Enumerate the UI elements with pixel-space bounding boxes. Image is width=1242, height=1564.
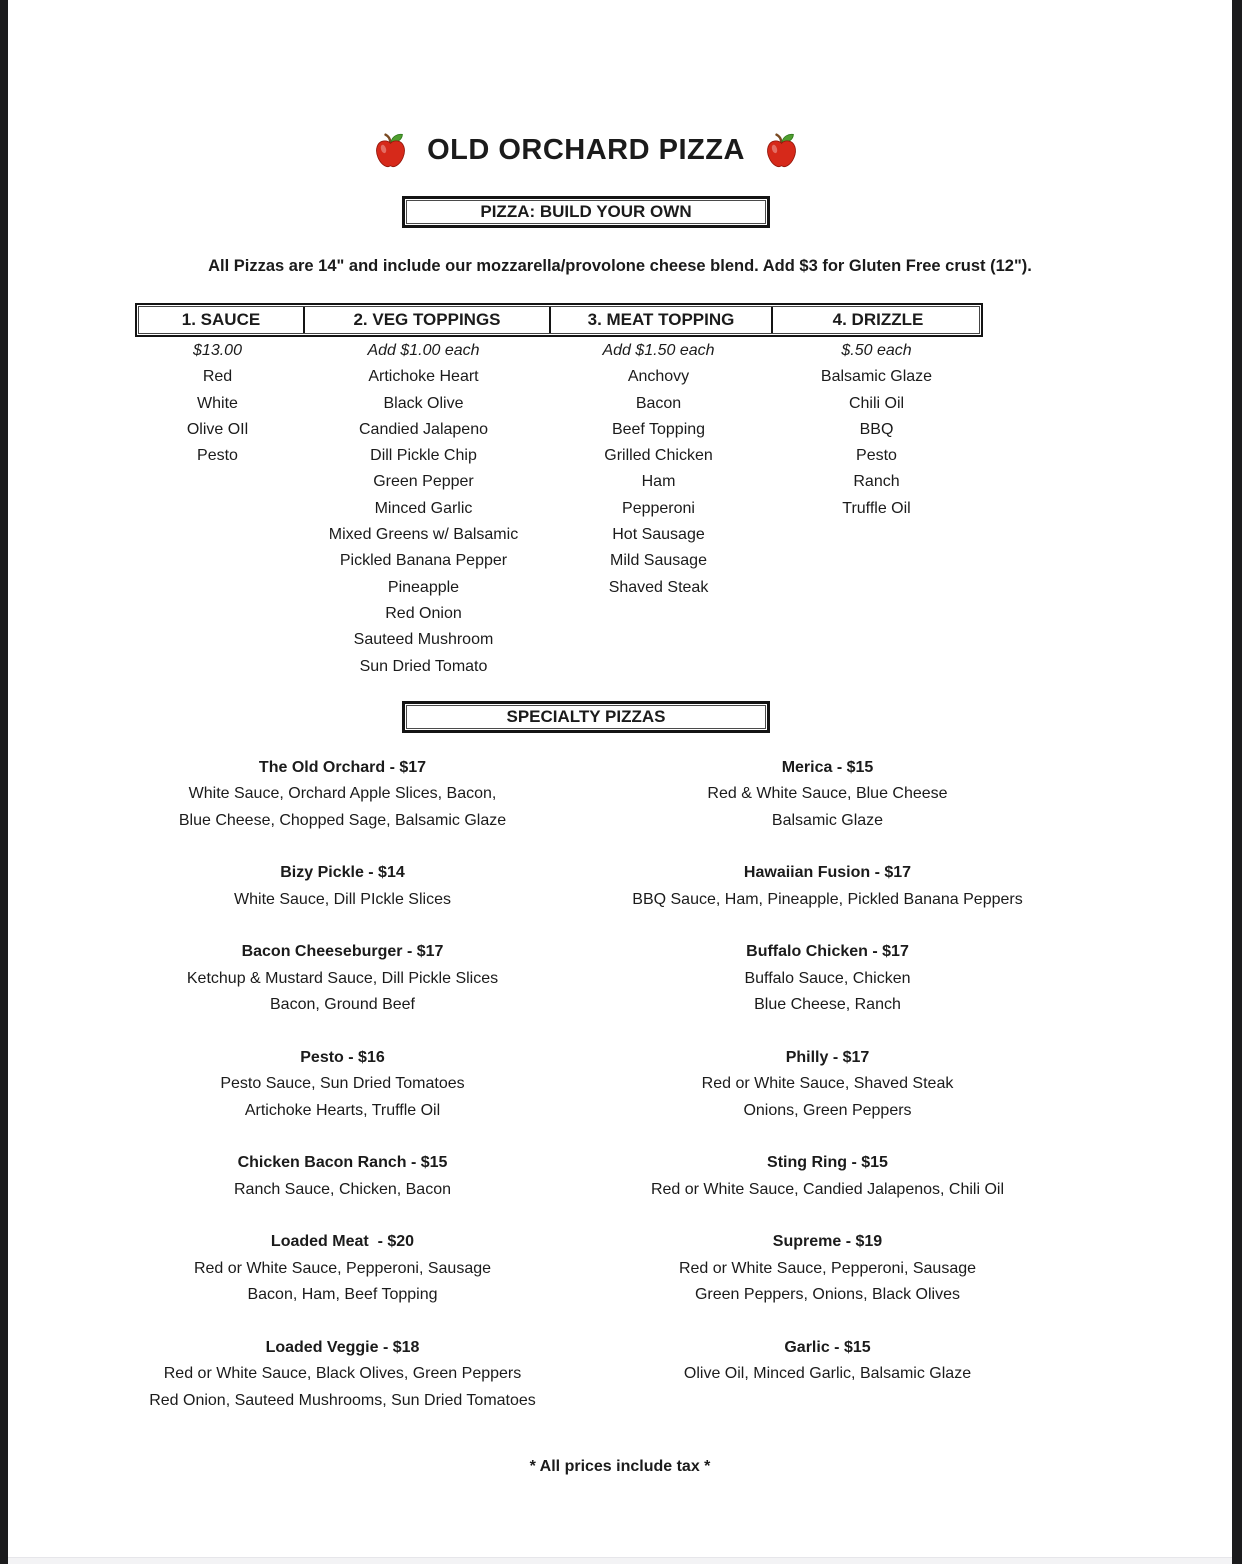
pizza-ingredients-line: Blue Cheese, Ranch — [754, 996, 901, 1014]
topping-item: Dill Pickle Chip — [370, 447, 477, 465]
topping-item: Mixed Greens w/ Balsamic — [328, 526, 519, 544]
topping-item: Black Olive — [383, 394, 464, 412]
specialty-pizza — [100, 1045, 585, 1125]
page-bottom-edge — [8, 1557, 1232, 1564]
specialty-row — [100, 1229, 1070, 1335]
toppings-header-row — [138, 306, 980, 334]
specialty-pizza — [585, 1335, 1070, 1415]
toppings-column — [135, 338, 300, 680]
topping-item: Shaved Steak — [608, 578, 709, 596]
topping-item: Beef Topping — [611, 420, 706, 438]
toppings-body-row — [135, 338, 983, 680]
topping-item: BBQ — [859, 420, 894, 438]
topping-item: Balsamic Glaze — [820, 368, 933, 386]
topping-item: Grilled Chicken — [604, 447, 713, 465]
apple-icon — [765, 132, 798, 169]
topping-item: Chili Oil — [848, 394, 905, 412]
specialty-pizza — [585, 755, 1070, 835]
toppings-table — [135, 303, 983, 680]
specialty-row — [100, 860, 1070, 939]
topping-item: Hot Sausage — [612, 526, 705, 544]
pizza-name-price: Hawaiian Fusion - $17 — [743, 864, 912, 882]
specialty-row — [100, 939, 1070, 1045]
specialty-row — [100, 1150, 1070, 1229]
topping-item: Ham — [641, 473, 676, 491]
pizza-ingredients-line: Onions, Green Peppers — [743, 1101, 912, 1119]
screen-edge-left — [0, 0, 8, 1564]
topping-item: Bacon — [635, 394, 682, 412]
pizza-ingredients-line: Artichoke Hearts, Truffle Oil — [244, 1101, 441, 1119]
pizza-name-price: Buffalo Chicken - $17 — [746, 943, 909, 961]
specialty-pizza — [100, 1229, 585, 1309]
pizza-ingredients-line: Red & White Sauce, Blue Cheese — [707, 785, 948, 803]
topping-item: Pineapple — [387, 578, 460, 596]
toppings-column — [300, 338, 547, 680]
specialty-pizza — [585, 860, 1070, 913]
specialty-grid — [100, 755, 1070, 1441]
pizza-name-price: Philly - $17 — [785, 1048, 870, 1066]
toppings-price: Add $1.50 each — [602, 342, 715, 359]
topping-item: Green Pepper — [373, 473, 474, 491]
pizza-ingredients-line: White Sauce, Orchard Apple Slices, Bacon, — [188, 785, 497, 803]
pizza-ingredients-line: BBQ Sauce, Ham, Pineapple, Pickled Banana Peppers — [632, 890, 1023, 908]
topping-item: Anchovy — [627, 368, 690, 386]
pizza-ingredients-line: Red or White Sauce, Pepperoni, Sausage — [193, 1259, 492, 1277]
pizza-ingredients-line: Red Onion, Sauteed Mushrooms, Sun Dried Tomatoes — [149, 1391, 536, 1409]
pizza-name-price: Merica - $15 — [781, 758, 874, 776]
toppings-column-header: 4. DRIZZLE — [771, 307, 983, 333]
topping-item: Sauteed Mushroom — [353, 631, 494, 649]
toppings-column — [547, 338, 770, 680]
specialty-pizza — [100, 1335, 585, 1415]
topping-item: Pickled Banana Pepper — [339, 552, 508, 570]
pizza-name-price: Loaded Meat - $20 — [270, 1233, 415, 1251]
topping-item: Sun Dried Tomato — [359, 657, 488, 675]
specialty-pizza — [100, 1150, 585, 1203]
tax-note: * All prices include tax * — [529, 1458, 711, 1476]
pizza-ingredients-line: White Sauce, Dill PIckle Slices — [234, 890, 451, 908]
topping-item: Candied Jalapeno — [359, 420, 488, 438]
pizza-ingredients-line: Bacon, Ham, Beef Topping — [247, 1286, 438, 1304]
specialty-pizza — [585, 1045, 1070, 1125]
topping-item: Minced Garlic — [374, 499, 473, 517]
pizza-ingredients-line: Ketchup & Mustard Sauce, Dill Pickle Slices — [186, 969, 499, 987]
pizza-ingredients-line: Red or White Sauce, Candied Jalapenos, Chili Oil — [650, 1180, 1005, 1198]
pizza-name-price: Sting Ring - $15 — [767, 1154, 888, 1172]
pizza-name-price: The Old Orchard - $17 — [258, 758, 427, 776]
pizza-size-note: All Pizzas are 14" and include our mozzarella/provolone cheese blend. Add $3 for Gluten Free crust (12"). — [208, 257, 1032, 275]
specialty-pizza — [585, 1150, 1070, 1203]
menu-header — [374, 132, 798, 169]
toppings-price: Add $1.00 each — [367, 342, 480, 359]
topping-item: Pesto — [856, 447, 897, 465]
page-title: OLD ORCHARD PIZZA — [427, 134, 745, 166]
pizza-ingredients-line: Red or White Sauce, Black Olives, Green Peppers — [163, 1365, 522, 1383]
specialty-pizza — [585, 939, 1070, 1019]
pizza-ingredients-line: Blue Cheese, Chopped Sage, Balsamic Glaze — [178, 811, 507, 829]
topping-item: Artichoke Heart — [368, 368, 479, 386]
toppings-column-header: 1. SAUCE — [181, 310, 261, 329]
specialty-pizza — [100, 939, 585, 1019]
topping-item: White — [197, 394, 238, 412]
pizza-name-price: Chicken Bacon Ranch - $15 — [237, 1154, 448, 1172]
toppings-price: $.50 each — [841, 342, 912, 359]
toppings-price: $13.00 — [193, 342, 242, 359]
toppings-header-border — [135, 303, 983, 337]
apple-icon — [374, 132, 407, 169]
specialty-pizza — [100, 860, 585, 913]
build-your-own-heading-box — [402, 196, 770, 228]
topping-item: Red Onion — [385, 604, 462, 622]
build-your-own-heading: PIZZA: BUILD YOUR OWN — [406, 200, 766, 224]
topping-item: Olive OIl — [186, 420, 249, 438]
specialty-heading-box — [402, 701, 770, 733]
pizza-ingredients-line: Olive Oil, Minced Garlic, Balsamic Glaze — [683, 1365, 972, 1383]
topping-item: Truffle Oil — [842, 499, 911, 517]
pizza-name-price: Supreme - $19 — [772, 1233, 883, 1251]
pizza-ingredients-line: Green Peppers, Onions, Black Olives — [694, 1286, 960, 1304]
pizza-ingredients-line: Pesto Sauce, Sun Dried Tomatoes — [220, 1075, 465, 1093]
pizza-ingredients-line: Red or White Sauce, Pepperoni, Sausage — [678, 1259, 977, 1277]
topping-item: Pepperoni — [622, 499, 695, 517]
specialty-pizza — [585, 1229, 1070, 1309]
specialty-row — [100, 1045, 1070, 1151]
pizza-name-price: Garlic - $15 — [784, 1338, 871, 1356]
pizza-name-price: Bacon Cheeseburger - $17 — [241, 943, 444, 961]
pizza-ingredients-line: Bacon, Ground Beef — [270, 996, 415, 1014]
pizza-ingredients-line: Red or White Sauce, Shaved Steak — [701, 1075, 954, 1093]
pizza-ingredients-line: Buffalo Sauce, Chicken — [744, 969, 911, 987]
pizza-name-price: Pesto - $16 — [300, 1048, 385, 1066]
specialty-row — [100, 755, 1070, 861]
toppings-column-header: 3. MEAT TOPPING — [549, 307, 771, 333]
topping-item: Mild Sausage — [610, 552, 707, 570]
toppings-column-header: 2. VEG TOPPINGS — [303, 307, 549, 333]
topping-item: Ranch — [853, 473, 900, 491]
screen-edge-right — [1232, 0, 1242, 1564]
topping-item: Pesto — [197, 447, 238, 465]
pizza-ingredients-line: Ranch Sauce, Chicken, Bacon — [233, 1180, 451, 1198]
specialty-row — [100, 1335, 1070, 1441]
pizza-name-price: Bizy Pickle - $14 — [280, 864, 405, 882]
pizza-ingredients-line: Balsamic Glaze — [771, 811, 884, 829]
specialty-pizza — [100, 755, 585, 835]
toppings-column — [770, 338, 983, 680]
topping-item: Red — [202, 368, 233, 386]
specialty-heading: SPECIALTY PIZZAS — [406, 705, 766, 729]
menu-document — [8, 0, 1232, 1476]
pizza-name-price: Loaded Veggie - $18 — [265, 1338, 420, 1356]
